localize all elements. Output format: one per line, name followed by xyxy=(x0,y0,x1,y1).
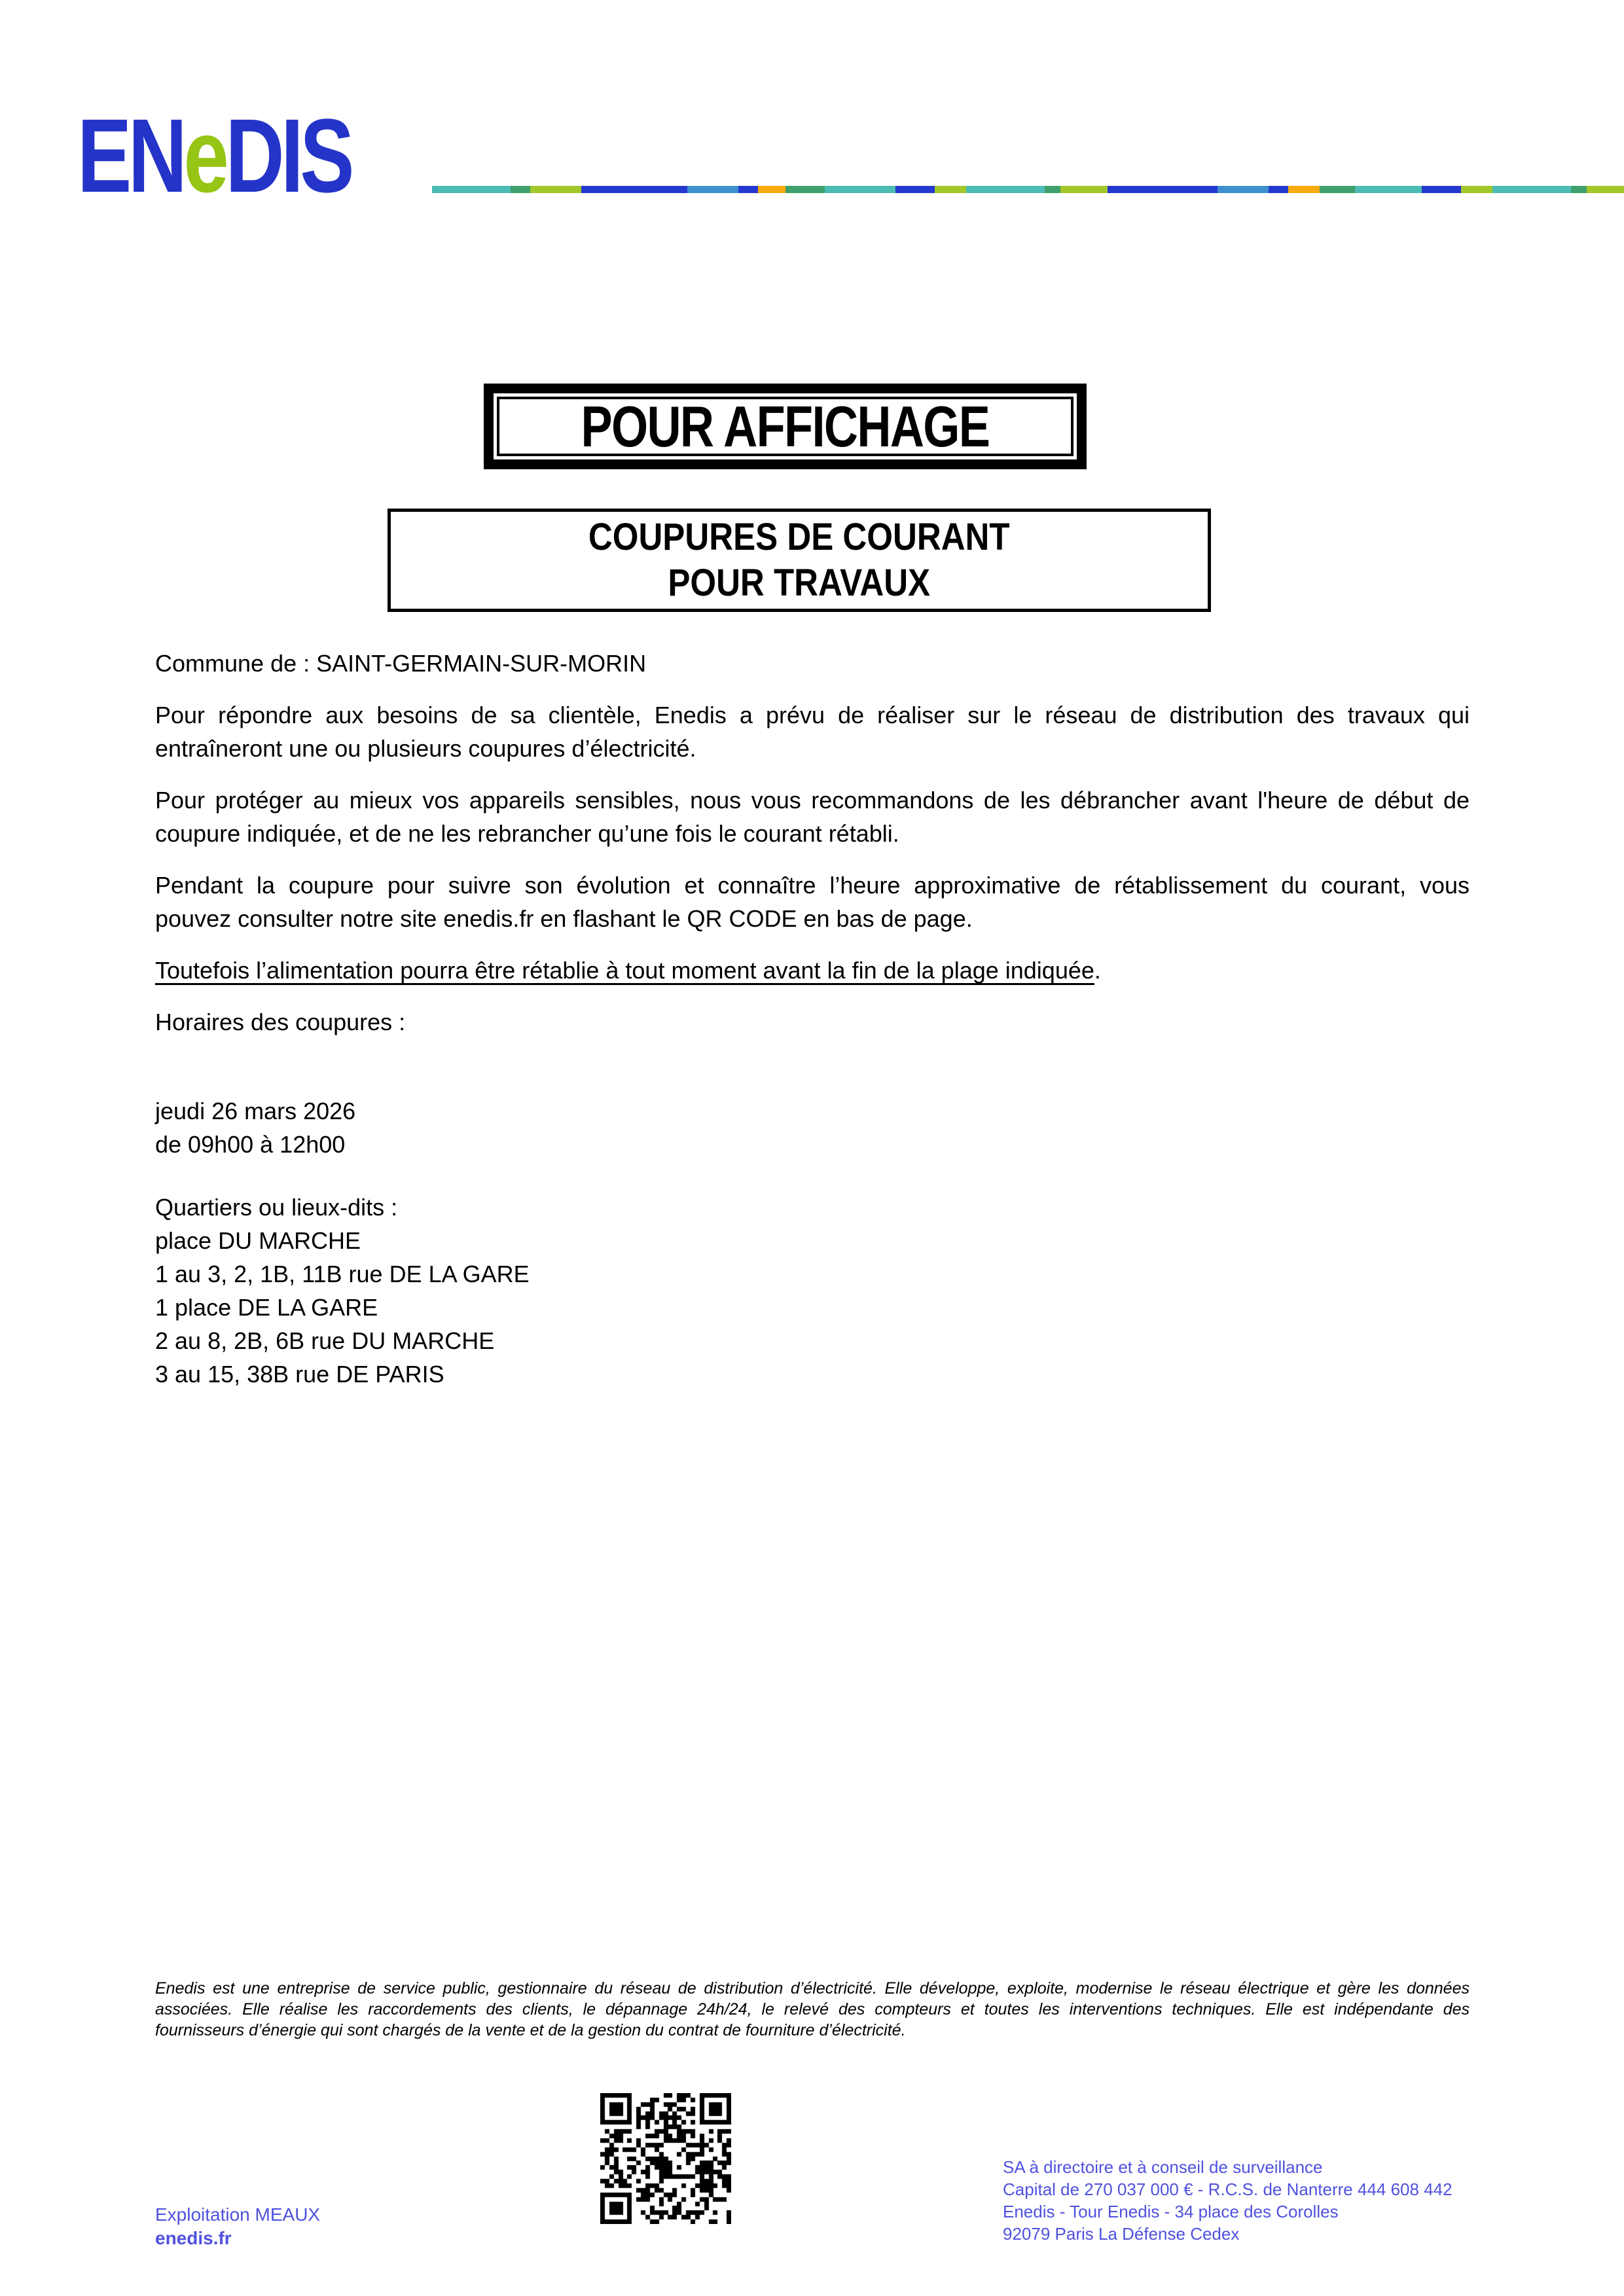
about-enedis-text xyxy=(155,1978,1470,2041)
exploitation-block xyxy=(155,2203,320,2250)
street-item: 1 au 3, 2, 1B, 11B rue DE LA GARE xyxy=(155,1261,530,1287)
quartiers-label: Quartiers ou lieux-dits : xyxy=(155,1194,398,1221)
outage-date: jeudi 26 mars 2026 xyxy=(155,1098,356,1124)
pour-affichage-banner xyxy=(484,384,1087,469)
logo-text-before: EN xyxy=(77,97,184,214)
pour-affichage-title: POUR AFFICHAGE xyxy=(581,393,990,459)
horaires-label: Horaires des coupures : xyxy=(155,1009,406,1035)
company-legal-line: Enedis - Tour Enedis - 34 place des Corolles xyxy=(1003,2202,1339,2221)
paragraph-line: pouvez consulter notre site enedis.fr en flashant le QR CODE en bas de page. xyxy=(155,905,973,932)
paragraph-qrcode-info xyxy=(155,869,1470,935)
outage-schedule xyxy=(155,1094,1470,1161)
street-item: 1 place DE LA GARE xyxy=(155,1294,378,1321)
coupures-banner xyxy=(388,509,1211,612)
quartiers-section xyxy=(155,1191,1470,1391)
paragraph-line: Pendant la coupure pour suivre son évolution et connaître l’heure approximative de rétablissement du courant, vous xyxy=(155,872,1470,899)
exploitation-label: Exploitation MEAUX xyxy=(155,2204,321,2225)
paragraph-line: coupure indiquée, et de ne les rebrancher qu’une fois le courant rétabli. xyxy=(155,820,899,847)
company-legal-block xyxy=(1003,2156,1453,2245)
about-line: associées. Elle réalise les raccordements des clients, le dépannage 24h/24, le relevé des compteurs et toutes les interventions techniques. Elle est indépendante des xyxy=(155,2000,1470,2018)
restoration-warning xyxy=(155,954,1470,987)
qr-code xyxy=(600,2093,731,2224)
paragraph-advice xyxy=(155,783,1470,850)
pour-affichage-inner-frame xyxy=(497,393,1074,459)
paragraph-intro xyxy=(155,698,1470,765)
outage-time: de 09h00 à 12h00 xyxy=(155,1131,346,1158)
letter-body xyxy=(155,647,1470,1391)
commune-line: Commune de : SAINT-GERMAIN-SUR-MORIN xyxy=(155,650,647,677)
street-item: 2 au 8, 2B, 6B rue DU MARCHE xyxy=(155,1327,495,1354)
paragraph-line: Pour répondre aux besoins de sa clientèle, Enedis a prévu de réaliser sur le réseau de distribution des travaux qui xyxy=(155,702,1470,728)
logo-text-after: DIS xyxy=(225,97,352,214)
about-line: Enedis est une entreprise de service public, gestionnaire du réseau de distribution d’électricité. Elle développe, exploite, modernise le réseau électrique et gère les données xyxy=(155,1979,1470,1998)
coupures-title-line1: COUPURES DE COURANT xyxy=(588,516,1010,558)
street-item: place DU MARCHE xyxy=(155,1227,361,1254)
coupures-title-line2: POUR TRAVAUX xyxy=(668,562,931,604)
paragraph-line: entraîneront une ou plusieurs coupures d’électricité. xyxy=(155,735,696,762)
street-item: 3 au 15, 38B rue DE PARIS xyxy=(155,1361,444,1388)
brand-color-line xyxy=(432,186,1624,193)
enedis-website: enedis.fr xyxy=(155,2228,232,2248)
logo-accent-letter: e xyxy=(183,97,226,214)
restoration-warning-period: . xyxy=(1094,957,1101,984)
company-legal-line: Capital de 270 037 000 € - R.C.S. de Nanterre 444 608 442 xyxy=(1003,2179,1453,2199)
paragraph-line: Pour protéger au mieux vos appareils sensibles, nous vous recommandons de les débrancher avant l'heure de début de xyxy=(155,787,1470,814)
company-legal-line: 92079 Paris La Défense Cedex xyxy=(1003,2224,1240,2244)
company-legal-line: SA à directoire et à conseil de surveillance xyxy=(1003,2157,1323,2177)
enedis-logo xyxy=(77,97,352,214)
restoration-warning-text: Toutefois l’alimentation pourra être rétablie à tout moment avant la fin de la plage indiquée xyxy=(155,957,1094,984)
about-line: fournisseurs d’énergie qui sont chargés de la vente et de la gestion du contrat de fourniture d’électricité. xyxy=(155,2021,906,2039)
